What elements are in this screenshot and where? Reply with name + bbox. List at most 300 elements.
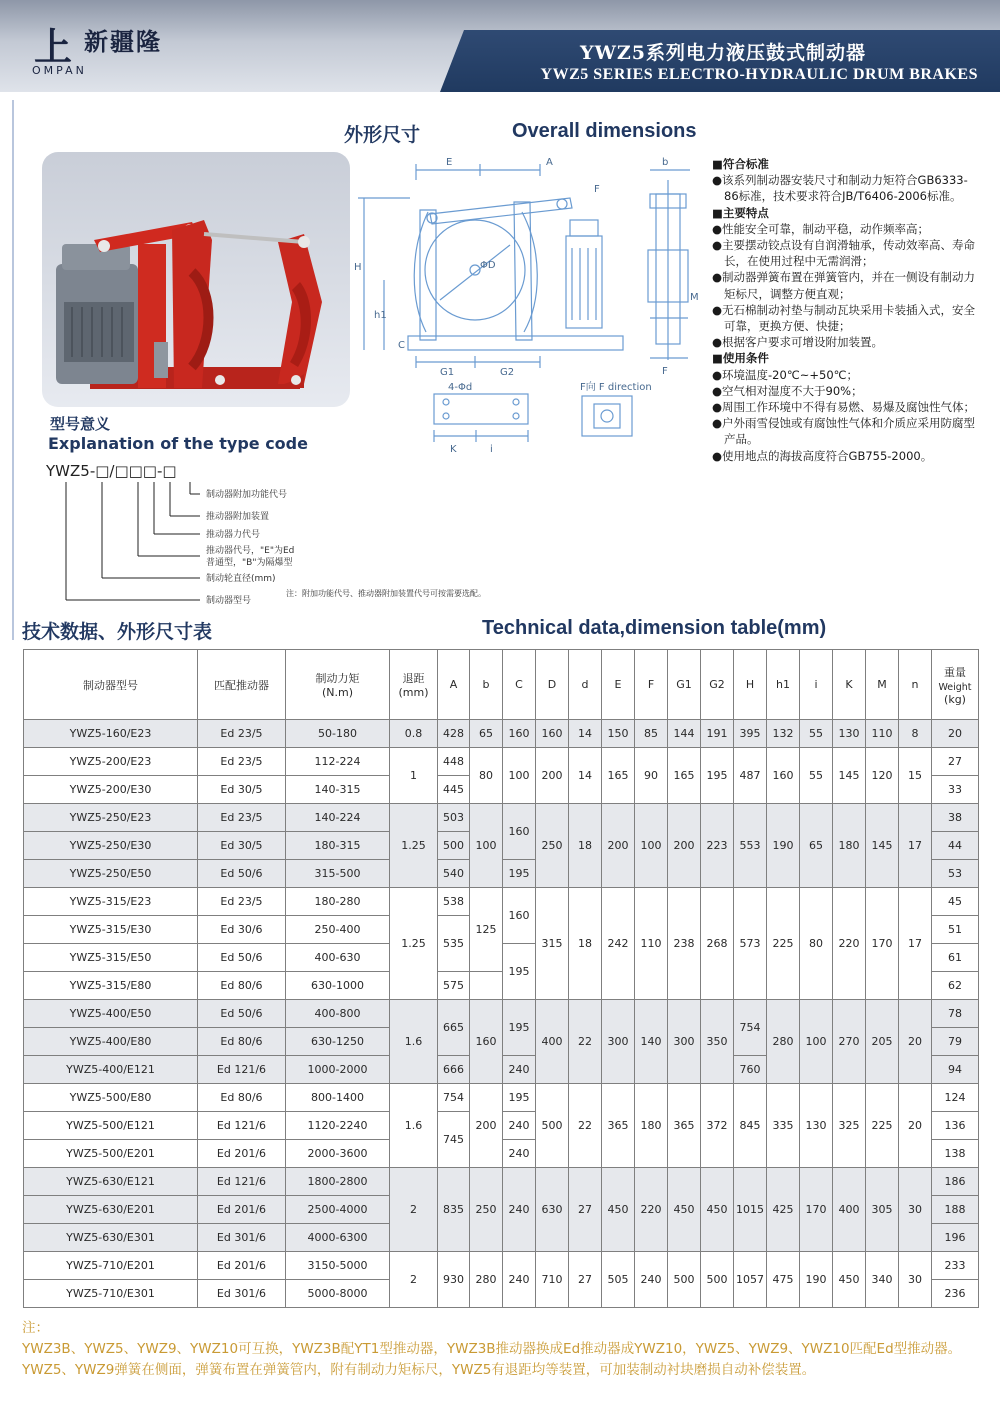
feature-heading-standard: ■符合标准 xyxy=(712,157,769,171)
col-header-h: H xyxy=(734,650,767,720)
cell-h: 1015 xyxy=(734,1168,767,1252)
table-row xyxy=(24,748,979,776)
feature-item: ●环境温度-20℃~+50℃； xyxy=(712,367,859,382)
cell-e: 365 xyxy=(602,1084,635,1168)
dim-label-f-direction: F向 F direction xyxy=(580,382,652,393)
technical-data-table xyxy=(23,649,979,1308)
cell-thruster: Ed 201/6 xyxy=(198,1252,286,1280)
cell-torque: 630-1000 xyxy=(286,972,390,1000)
page-header xyxy=(0,0,1000,92)
col-header-f: F xyxy=(635,650,668,720)
cell-g2: 372 xyxy=(701,1084,734,1168)
feature-item: ●性能安全可靠，制动平稳，动作频率高； xyxy=(712,221,930,236)
cell-torque: 1800-2800 xyxy=(286,1168,390,1196)
notes-text: YWZ3B、YWZ5、YWZ9、YWZ10可互换，YWZ3B配YT1型推动器，YWZ3B推动器换成Ed推动器成YWZ10，YWZ5、YWZ9、YWZ10匹配Ed型推动器。YWZ5、YWZ9弹簧在侧面，弹簧布置在弹簧管内，附有制动力矩标尺，YWZ5有退距均等装置，可加装制动衬块磨损自动补偿装置。 xyxy=(22,1341,962,1378)
cell-m: 205 xyxy=(866,1000,899,1084)
cell-h: 845 xyxy=(734,1084,767,1168)
cell-g2: 450 xyxy=(701,1168,734,1252)
cell-h: 760 xyxy=(734,1056,767,1084)
dim-label-g2: G2 xyxy=(500,367,515,378)
dim-label-h: H xyxy=(354,262,362,273)
cell-weight: 188 xyxy=(932,1196,979,1224)
cell-retreat: 1.6 xyxy=(390,1000,438,1084)
cell-m: 340 xyxy=(866,1252,899,1308)
type-code-label-thruster: 推动器代号，"E"为Ed xyxy=(206,546,295,556)
cell-c: 195 xyxy=(503,860,536,888)
feature-item: ●主要摆动铰点设有自润滑轴承，传动效率高、寿命长，在使用过程中无需润滑； xyxy=(712,238,976,269)
cell-e: 505 xyxy=(602,1252,635,1308)
cell-e: 200 xyxy=(602,804,635,888)
cell-g2: 268 xyxy=(701,888,734,1000)
cell-k: 450 xyxy=(833,1252,866,1308)
cell-thruster: Ed 23/5 xyxy=(198,748,286,776)
cell-c: 240 xyxy=(503,1056,536,1084)
cell-weight: 51 xyxy=(932,916,979,944)
dim-label-g1: G1 xyxy=(440,367,455,378)
cell-model: YWZ5-400/E80 xyxy=(24,1028,198,1056)
features-list xyxy=(712,156,982,464)
cell-model: YWZ5-500/E80 xyxy=(24,1084,198,1112)
cell-g1: 165 xyxy=(668,748,701,804)
cell-torque: 250-400 xyxy=(286,916,390,944)
cell-torque: 5000-8000 xyxy=(286,1280,390,1308)
cell-torque: 630-1250 xyxy=(286,1028,390,1056)
cell-thruster: Ed 23/5 xyxy=(198,804,286,832)
table-row xyxy=(24,1252,979,1280)
notes-label: 注： xyxy=(22,1320,49,1336)
dim-label-c: C xyxy=(398,340,405,351)
cell-b: 160 xyxy=(470,1000,503,1084)
feature-item: ●空气相对湿度不大于90%； xyxy=(712,383,863,398)
feature-item: ●根据客户要求可增设附加装置。 xyxy=(712,335,884,350)
cell-model: YWZ5-710/E301 xyxy=(24,1280,198,1308)
cell-m: 145 xyxy=(866,804,899,888)
dim-label-drum-dia: ΦD xyxy=(480,260,496,271)
cell-b: 100 xyxy=(470,804,503,888)
cell-n: 20 xyxy=(899,1000,932,1084)
cell-f: 140 xyxy=(635,1000,668,1084)
cell-model: YWZ5-250/E30 xyxy=(24,832,198,860)
type-code-diagram xyxy=(40,454,560,622)
cell-b: 125 xyxy=(470,888,503,972)
page-title-cn: YWZ5系列电力液压鼓式制动器 xyxy=(580,42,866,64)
cell-f: 220 xyxy=(635,1168,668,1252)
type-code-string: YWZ5-□/□□□-□ xyxy=(46,462,177,480)
cell-g2: 223 xyxy=(701,804,734,888)
cell-g1: 300 xyxy=(668,1000,701,1084)
cell-retreat: 2 xyxy=(390,1252,438,1308)
cell-g1: 238 xyxy=(668,888,701,1000)
cell-model: YWZ5-630/E121 xyxy=(24,1168,198,1196)
cell-weight: 78 xyxy=(932,1000,979,1028)
cell-thruster: Ed 121/6 xyxy=(198,1056,286,1084)
left-accent-rule xyxy=(12,100,14,640)
cell-weight: 196 xyxy=(932,1224,979,1252)
cell-a: 448 xyxy=(438,748,470,776)
cell-m: 225 xyxy=(866,1084,899,1168)
cell-m: 305 xyxy=(866,1168,899,1252)
cell-b: 250 xyxy=(470,1168,503,1252)
cell-thruster: Ed 201/6 xyxy=(198,1196,286,1224)
cell-i: 170 xyxy=(800,1168,833,1252)
cell-k: 400 xyxy=(833,1168,866,1252)
cell-k: 130 xyxy=(833,720,866,748)
cell-model: YWZ5-250/E23 xyxy=(24,804,198,832)
col-header-m: M xyxy=(866,650,899,720)
cell-retreat: 1.25 xyxy=(390,804,438,888)
cell-torque: 140-315 xyxy=(286,776,390,804)
cell-d-lower: 22 xyxy=(569,1084,602,1168)
cell-h1: 475 xyxy=(767,1252,800,1308)
feature-heading-main: ■主要特点 xyxy=(712,205,769,220)
cell-n: 8 xyxy=(899,720,932,748)
cell-g1: 450 xyxy=(668,1168,701,1252)
cell-weight: 20 xyxy=(932,720,979,748)
cell-torque: 1120-2240 xyxy=(286,1112,390,1140)
cell-torque: 800-1400 xyxy=(286,1084,390,1112)
overall-dimensions-title-cn: 外形尺寸 xyxy=(344,124,421,146)
cell-weight: 38 xyxy=(932,804,979,832)
cell-d-upper: 630 xyxy=(536,1168,569,1252)
cell-c: 240 xyxy=(503,1168,536,1252)
cell-f: 110 xyxy=(635,888,668,1000)
cell-b: 200 xyxy=(470,1084,503,1168)
cell-weight: 27 xyxy=(932,748,979,776)
cell-torque: 400-800 xyxy=(286,1000,390,1028)
cell-i: 130 xyxy=(800,1084,833,1168)
cell-d-upper: 710 xyxy=(536,1252,569,1308)
company-logo xyxy=(28,12,238,82)
product-photo xyxy=(42,152,350,407)
cell-a: 745 xyxy=(438,1112,470,1168)
cell-model: YWZ5-400/E121 xyxy=(24,1056,198,1084)
cell-k: 325 xyxy=(833,1084,866,1168)
cell-a: 930 xyxy=(438,1252,470,1308)
dim-label-f: F xyxy=(662,366,668,377)
cell-n: 17 xyxy=(899,804,932,888)
cell-weight: 94 xyxy=(932,1056,979,1084)
cell-a: 754 xyxy=(438,1084,470,1112)
cell-a: 535 xyxy=(438,916,470,972)
cell-model: YWZ5-315/E30 xyxy=(24,916,198,944)
cell-weight: 138 xyxy=(932,1140,979,1168)
cell-model: YWZ5-160/E23 xyxy=(24,720,198,748)
cell-c: 195 xyxy=(503,1084,536,1112)
type-code-label-force: 推动器力代号 xyxy=(206,530,261,540)
cell-n: 17 xyxy=(899,888,932,1000)
col-header-retreat: 退距 (mm) xyxy=(390,650,438,720)
cell-h1: 132 xyxy=(767,720,800,748)
cell-torque: 3150-5000 xyxy=(286,1252,390,1280)
cell-weight: 33 xyxy=(932,776,979,804)
cell-h1: 160 xyxy=(767,748,800,804)
cell-g1: 144 xyxy=(668,720,701,748)
cell-torque: 180-280 xyxy=(286,888,390,916)
cell-d-lower: 14 xyxy=(569,720,602,748)
dim-label-h1: h1 xyxy=(374,310,387,321)
cell-e: 150 xyxy=(602,720,635,748)
cell-retreat: 1.25 xyxy=(390,888,438,1000)
cell-g2: 350 xyxy=(701,1000,734,1084)
brake-illustration xyxy=(42,152,350,407)
cell-c: 160 xyxy=(503,804,536,860)
feature-item: ●使用地点的海拔高度符合GB755-2000。 xyxy=(712,448,933,463)
table-header-row xyxy=(24,650,979,720)
cell-h: 553 xyxy=(734,804,767,888)
cell-h: 754 xyxy=(734,1000,767,1056)
cell-torque: 180-315 xyxy=(286,832,390,860)
cell-model: YWZ5-630/E201 xyxy=(24,1196,198,1224)
cell-model: YWZ5-630/E301 xyxy=(24,1224,198,1252)
cell-retreat: 2 xyxy=(390,1168,438,1252)
cell-d-lower: 14 xyxy=(569,748,602,804)
cell-weight: 233 xyxy=(932,1252,979,1280)
col-header-i: i xyxy=(800,650,833,720)
col-header-model: 制动器型号 xyxy=(24,650,198,720)
dim-label-bolt-holes: 4-Φd xyxy=(448,382,473,393)
cell-n: 20 xyxy=(899,1084,932,1168)
cell-thruster: Ed 23/5 xyxy=(198,720,286,748)
cell-a: 575 xyxy=(438,972,470,1000)
cell-d-upper: 160 xyxy=(536,720,569,748)
cell-thruster: Ed 23/5 xyxy=(198,888,286,916)
cell-torque: 2000-3600 xyxy=(286,1140,390,1168)
col-header-h1: h1 xyxy=(767,650,800,720)
cell-torque: 1000-2000 xyxy=(286,1056,390,1084)
cell-b: 280 xyxy=(470,1252,503,1308)
cell-f: 90 xyxy=(635,748,668,804)
cell-a: 503 xyxy=(438,804,470,832)
col-header-a: A xyxy=(438,650,470,720)
cell-d-upper: 500 xyxy=(536,1084,569,1168)
cell-g2: 500 xyxy=(701,1252,734,1308)
cell-i: 80 xyxy=(800,888,833,1000)
cell-weight: 62 xyxy=(932,972,979,1000)
cell-b: 65 xyxy=(470,720,503,748)
cell-d-lower: 22 xyxy=(569,1000,602,1084)
cell-d-lower: 27 xyxy=(569,1252,602,1308)
cell-torque: 50-180 xyxy=(286,720,390,748)
cell-k: 270 xyxy=(833,1000,866,1084)
col-header-d-lower: d xyxy=(569,650,602,720)
cell-model: YWZ5-400/E50 xyxy=(24,1000,198,1028)
cell-a: 665 xyxy=(438,1000,470,1056)
cell-weight: 186 xyxy=(932,1168,979,1196)
cell-a: 540 xyxy=(438,860,470,888)
col-header-c: C xyxy=(503,650,536,720)
cell-h: 573 xyxy=(734,888,767,1000)
cell-g1: 500 xyxy=(668,1252,701,1308)
cell-thruster: Ed 121/6 xyxy=(198,1112,286,1140)
cell-weight: 45 xyxy=(932,888,979,916)
cell-thruster: Ed 301/6 xyxy=(198,1280,286,1308)
cell-h: 1057 xyxy=(734,1252,767,1308)
cell-model: YWZ5-200/E23 xyxy=(24,748,198,776)
cell-i: 55 xyxy=(800,748,833,804)
type-code-note: 注：附加功能代号、推动器附加装置代号可按需要选配。 xyxy=(286,589,486,598)
cell-c: 160 xyxy=(503,888,536,944)
table-row xyxy=(24,720,979,748)
page-title-en: YWZ5 SERIES ELECTRO-HYDRAULIC DRUM BRAKES xyxy=(540,66,978,83)
type-code-label-diameter: 制动轮直径(mm) xyxy=(206,574,276,584)
cell-m: 120 xyxy=(866,748,899,804)
type-code-label-device: 推动器附加装置 xyxy=(206,512,270,522)
cell-c: 195 xyxy=(503,944,536,1000)
cell-n: 15 xyxy=(899,748,932,804)
cell-thruster: Ed 80/6 xyxy=(198,972,286,1000)
table-row xyxy=(24,1000,979,1028)
cell-d-upper: 400 xyxy=(536,1000,569,1084)
cell-model: YWZ5-500/E201 xyxy=(24,1140,198,1168)
cell-g2: 191 xyxy=(701,720,734,748)
cell-retreat: 0.8 xyxy=(390,720,438,748)
cell-weight: 124 xyxy=(932,1084,979,1112)
cell-c: 240 xyxy=(503,1112,536,1140)
logo-mark: 上 xyxy=(34,24,73,69)
cell-torque: 140-224 xyxy=(286,804,390,832)
table-row xyxy=(24,1168,979,1196)
cell-weight: 236 xyxy=(932,1280,979,1308)
cell-a: 666 xyxy=(438,1056,470,1084)
footnotes xyxy=(22,1318,982,1381)
cell-h1: 425 xyxy=(767,1168,800,1252)
overall-dimensions-title-en: Overall dimensions xyxy=(512,120,697,142)
cell-e: 242 xyxy=(602,888,635,1000)
dimension-drawing xyxy=(350,150,710,468)
col-header-torque: 制动力矩 (N.m) xyxy=(286,650,390,720)
cell-h1: 335 xyxy=(767,1084,800,1168)
table-row xyxy=(24,888,979,916)
cell-k: 145 xyxy=(833,748,866,804)
cell-a: 500 xyxy=(438,832,470,860)
cell-model: YWZ5-250/E50 xyxy=(24,860,198,888)
col-header-thruster: 匹配推动器 xyxy=(198,650,286,720)
cell-weight: 53 xyxy=(932,860,979,888)
cell-h1: 280 xyxy=(767,1000,800,1084)
cell-n: 30 xyxy=(899,1252,932,1308)
cell-weight: 44 xyxy=(932,832,979,860)
cell-c: 100 xyxy=(503,748,536,804)
cell-e: 165 xyxy=(602,748,635,804)
cell-c: 195 xyxy=(503,1000,536,1056)
cell-thruster: Ed 80/6 xyxy=(198,1028,286,1056)
cell-thruster: Ed 50/6 xyxy=(198,860,286,888)
cell-thruster: Ed 50/6 xyxy=(198,944,286,972)
cell-f: 180 xyxy=(635,1084,668,1168)
cell-i: 100 xyxy=(800,1000,833,1084)
cell-torque: 315-500 xyxy=(286,860,390,888)
cell-f: 85 xyxy=(635,720,668,748)
dim-label-f-arrow: F xyxy=(594,184,600,195)
cell-thruster: Ed 201/6 xyxy=(198,1140,286,1168)
dim-label-m: M xyxy=(690,292,699,303)
cell-thruster: Ed 30/6 xyxy=(198,916,286,944)
table-row xyxy=(24,804,979,832)
cell-thruster: Ed 30/5 xyxy=(198,776,286,804)
cell-model: YWZ5-500/E121 xyxy=(24,1112,198,1140)
feature-item: ●制动器弹簧布置在弹簧管内，并在一侧设有制动力矩标尺，调整方便直观； xyxy=(712,270,976,301)
col-header-k: K xyxy=(833,650,866,720)
cell-weight: 136 xyxy=(932,1112,979,1140)
cell-retreat: 1 xyxy=(390,748,438,804)
cell-model: YWZ5-200/E30 xyxy=(24,776,198,804)
cell-c: 160 xyxy=(503,720,536,748)
cell-d-upper: 315 xyxy=(536,888,569,1000)
type-code-title-cn: 型号意义 xyxy=(50,415,111,433)
cell-torque: 2500-4000 xyxy=(286,1196,390,1224)
cell-h: 487 xyxy=(734,748,767,804)
type-code-label-function: 制动器附加功能代号 xyxy=(206,490,288,500)
feature-item: ●周围工作环境中不得有易燃、易爆及腐蚀性气体； xyxy=(712,400,976,415)
cell-c: 240 xyxy=(503,1252,536,1308)
cell-torque: 4000-6300 xyxy=(286,1224,390,1252)
col-header-d-upper: D xyxy=(536,650,569,720)
cell-m: 170 xyxy=(866,888,899,1000)
dim-label-i: i xyxy=(490,444,493,455)
cell-h1: 190 xyxy=(767,804,800,888)
cell-torque: 400-630 xyxy=(286,944,390,972)
feature-item: ●户外雨雪侵蚀或有腐蚀性气体和介质应采用防腐型产品。 xyxy=(712,416,976,447)
cell-e: 300 xyxy=(602,1000,635,1084)
cell-g1: 365 xyxy=(668,1084,701,1168)
cell-a: 538 xyxy=(438,888,470,916)
cell-d-lower: 18 xyxy=(569,888,602,1000)
type-code-label-ordinary: 普通型，"B"为隔爆型 xyxy=(206,558,293,568)
dim-label-a: A xyxy=(546,157,553,168)
cell-model: YWZ5-315/E23 xyxy=(24,888,198,916)
cell-n: 30 xyxy=(899,1168,932,1252)
cell-i: 55 xyxy=(800,720,833,748)
cell-b-empty xyxy=(470,972,503,1000)
cell-f: 100 xyxy=(635,804,668,888)
tech-data-title-cn: 技术数据、外形尺寸表 xyxy=(22,621,213,643)
cell-thruster: Ed 121/6 xyxy=(198,1168,286,1196)
cell-model: YWZ5-315/E80 xyxy=(24,972,198,1000)
col-header-g1: G1 xyxy=(668,650,701,720)
logo-subtitle: OMPAN xyxy=(32,64,87,77)
cell-d-lower: 18 xyxy=(569,804,602,888)
cell-a: 445 xyxy=(438,776,470,804)
logo-company-name: 新疆隆 xyxy=(84,28,162,56)
cell-weight: 79 xyxy=(932,1028,979,1056)
col-header-n: n xyxy=(899,650,932,720)
cell-h: 395 xyxy=(734,720,767,748)
table-row xyxy=(24,1084,979,1112)
cell-thruster: Ed 50/6 xyxy=(198,1000,286,1028)
cell-b: 80 xyxy=(470,748,503,804)
cell-h1: 225 xyxy=(767,888,800,1000)
cell-model: YWZ5-315/E50 xyxy=(24,944,198,972)
dim-label-e: E xyxy=(446,157,453,168)
cell-c: 240 xyxy=(503,1140,536,1168)
cell-g2: 195 xyxy=(701,748,734,804)
col-header-weight: 重量 Weight (kg) xyxy=(932,650,979,720)
col-header-e: E xyxy=(602,650,635,720)
cell-k: 220 xyxy=(833,888,866,1000)
cell-g1: 200 xyxy=(668,804,701,888)
cell-e: 450 xyxy=(602,1168,635,1252)
cell-d-upper: 250 xyxy=(536,804,569,888)
feature-item: ●该系列制动器安装尺寸和制动力矩符合GB6333-86标准，技术要求符合JB/T6406-2006标准。 xyxy=(712,173,968,204)
tech-data-title-en: Technical data,dimension table(mm) xyxy=(482,617,827,639)
feature-item: ●无石棉制动衬垫与制动瓦块采用卡装插入式，安全可靠，更换方便、快捷； xyxy=(712,302,976,334)
cell-m: 110 xyxy=(866,720,899,748)
cell-f: 240 xyxy=(635,1252,668,1308)
cell-a: 835 xyxy=(438,1168,470,1252)
cell-i: 190 xyxy=(800,1252,833,1308)
cell-model: YWZ5-710/E201 xyxy=(24,1252,198,1280)
type-code-title-en: Explanation of the type code xyxy=(48,434,308,453)
